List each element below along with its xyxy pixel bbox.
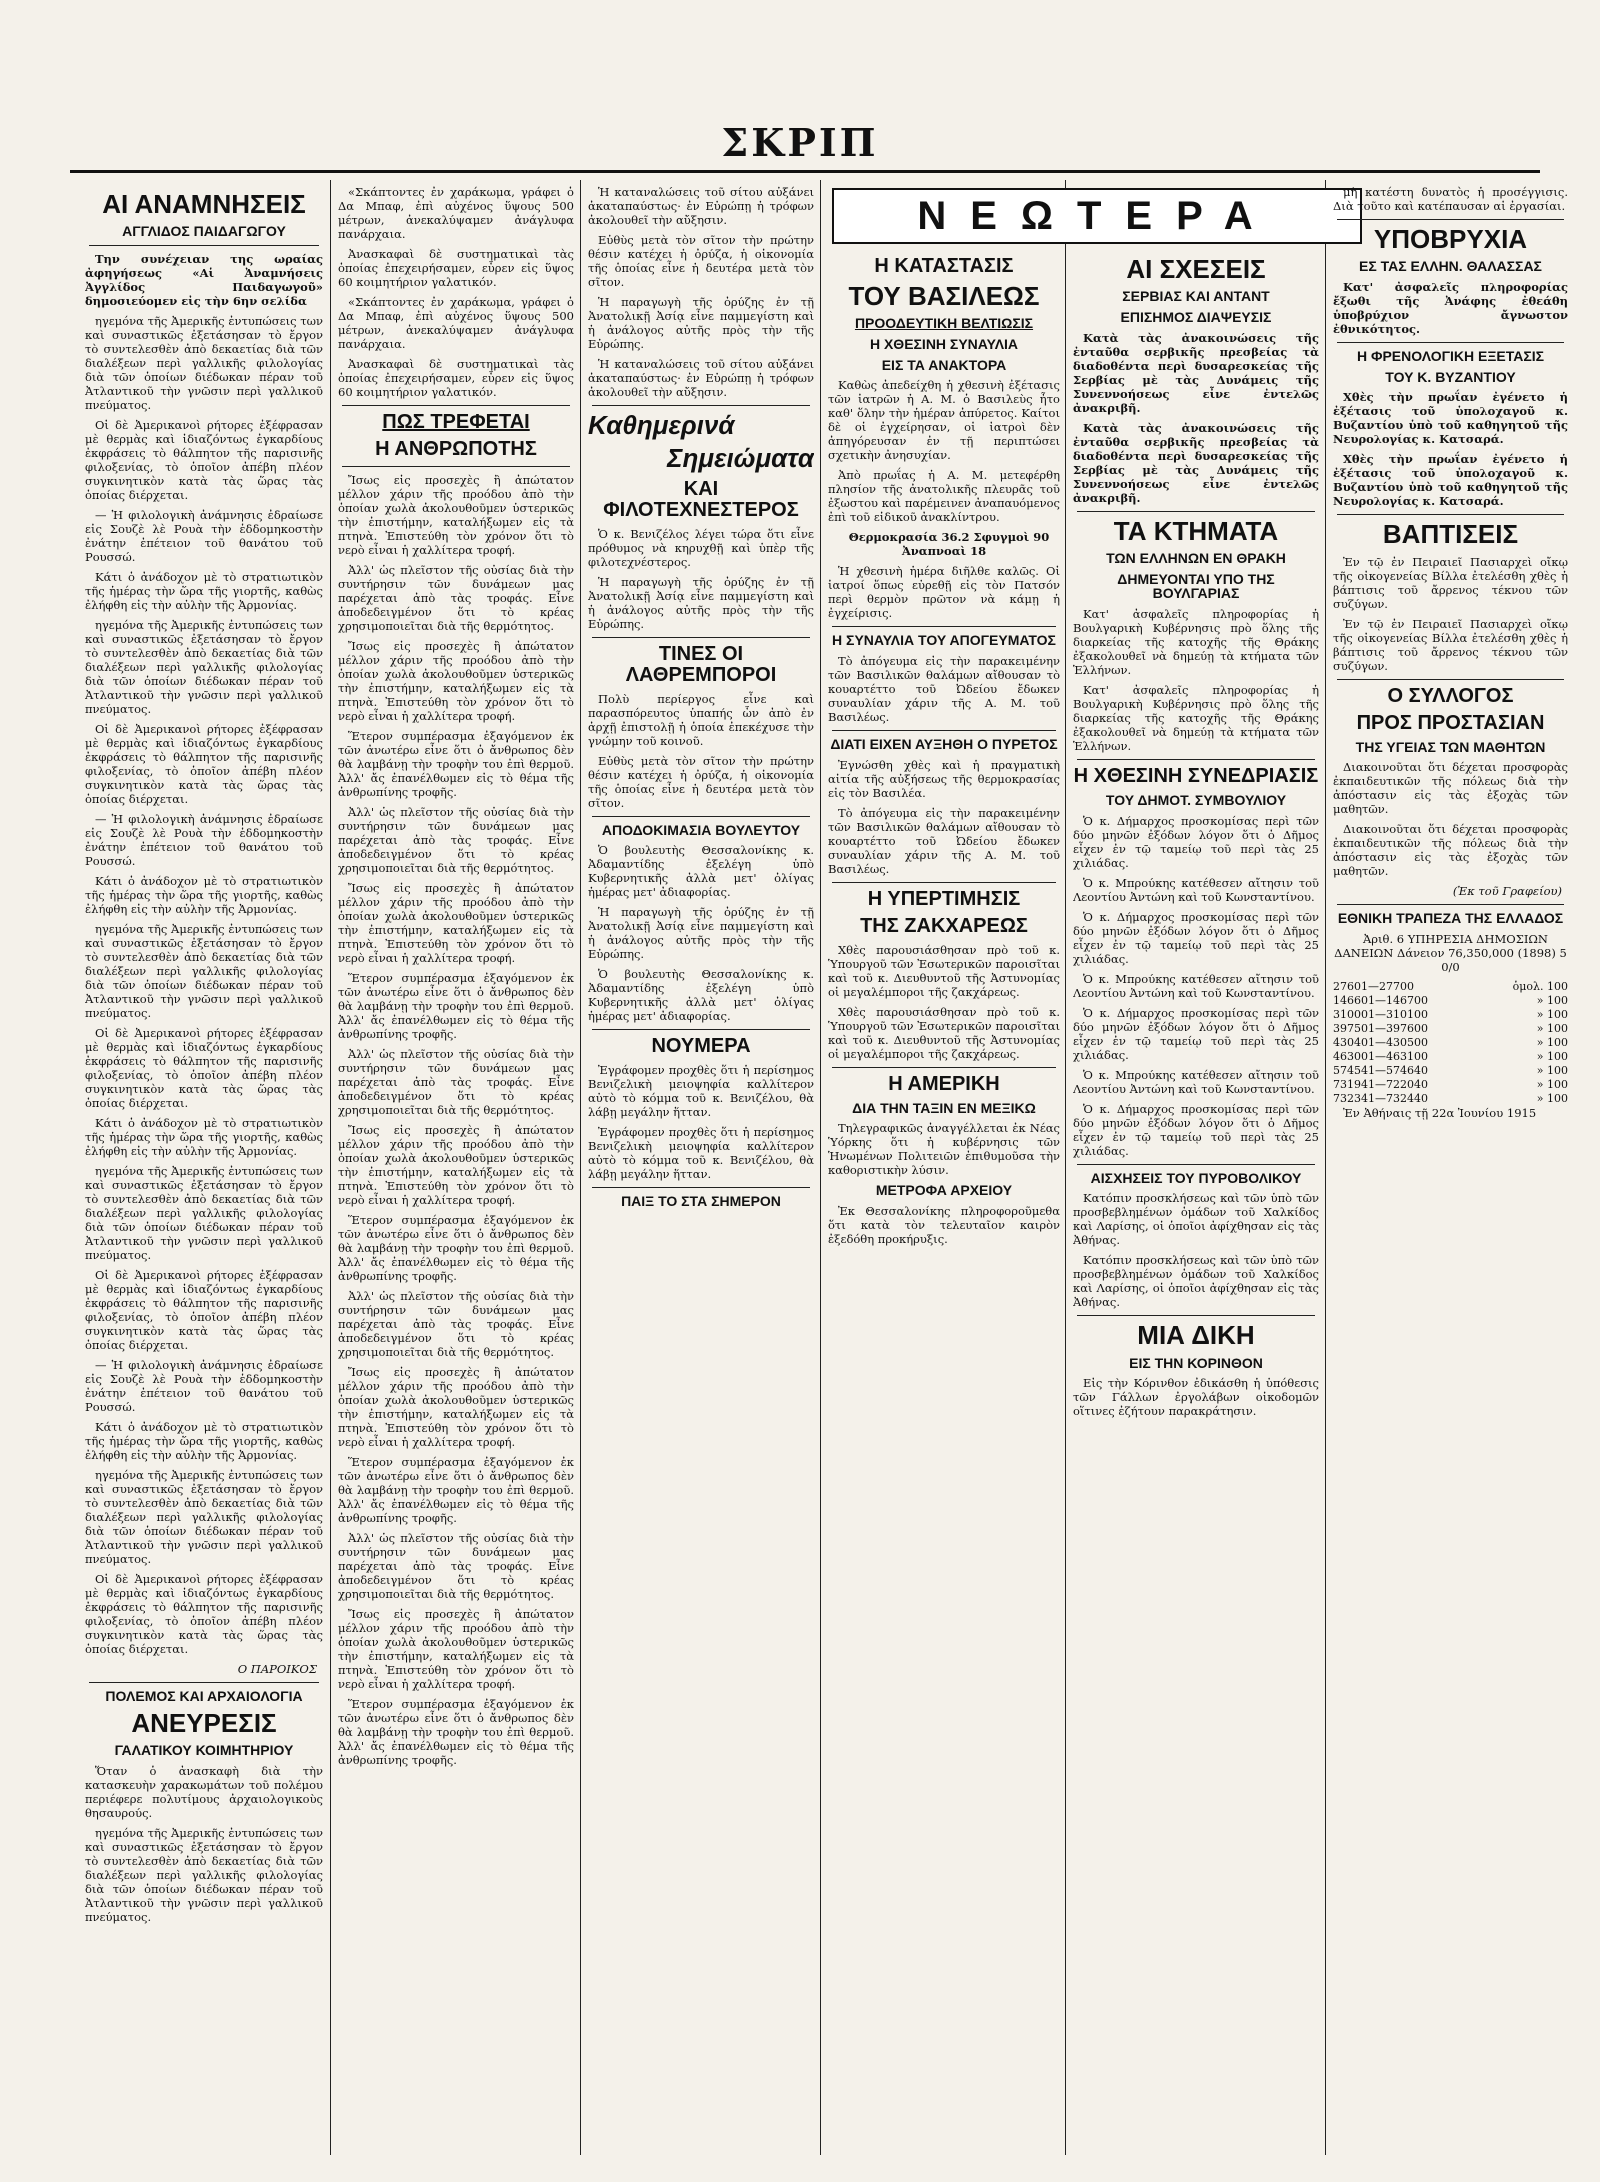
- paragraph: Ἀνασκαφαὶ δὲ συστηματικαὶ τὰς ὁποίας ἐπεχειρήσαμεν, εὗρεν εἰς ὕψος 60 κοιμητήριον γαλατικόν.: [338, 247, 574, 289]
- table-row: [1333, 980, 1568, 994]
- paragraph: Χθὲς τὴν πρωΐαν ἐγένετο ἡ ἐξέτασις τοῦ ὑπολοχαγοῦ κ. Βυζαντίου ὑπὸ τοῦ καθηγητοῦ τῆς Νευρολογίας κ. Κατσαρά.: [1333, 390, 1568, 447]
- paragraph: Τηλεγραφικῶς ἀναγγέλλεται ἐκ Νέας Ὑόρκης ὅτι ἡ κυβέρνησις τῶν Ἡνωμένων Πολιτειῶν ἐπιθυμοῦσα τὴν καθοριστικὴν λύσιν.: [828, 1121, 1060, 1178]
- bond-label: » 100: [1536, 1092, 1568, 1106]
- paragraph: Ἀλλ' ὡς πλεῖστον τῆς οὐσίας διὰ τὴν συντήρησιν τῶν δυνάμεων μας παρέχεται ἀπὸ τὰς τροφάς. Εἶνε ἀποδεδειγμένον ὅτι τὸ κρέας χρησιμοποιεῖται διὰ τῆς θερμότητος.: [338, 1531, 574, 1601]
- paragraph: Διακοινοῦται ὅτι δέχεται προσφορὰς ἐκπαιδευτικῶν τῆς πόλεως διὰ τὴν ἀπόστασιν εἰς τὰς ἐξοχὰς τῶν μαθητῶν.: [1333, 822, 1568, 879]
- paragraph: ηγεμόνα τῆς Ἀμερικῆς ἐντυπώσεις των καὶ συναστικῶς ἐξετάσησαν τὸ ἔργον τὸ συντελεσθὲν ἀπὸ δεκαετίας διὰ τῶν διαλέξεων περὶ γαλλικῆς φιλολογίας διὰ τῶν ὁποίων διέδωκαν πέραν τοῦ Ἀτλαντικοῦ τὴν γνῶσιν περὶ γαλλικοῦ πνεύματος.: [85, 1163, 323, 1262]
- paragraph: Ἐν τῷ ἐν Πειραιεῖ Πασιαρχεὶ οἴκῳ τῆς οἰκογενείας Βίλλα ἐτελέσθη χθὲς ἡ βάπτισις τοῦ ἄρρενος τέκνου τῶν συζύγων.: [1333, 554, 1568, 611]
- subheadline: ΤΗΣ ΥΓΕΙΑΣ ΤΩΝ ΜΑΘΗΤΩΝ: [1355, 738, 1546, 755]
- paragraph: Ἀπὸ πρωΐας ἡ Α. Μ. μετεφέρθη πλησίον τῆς ἀνατολικῆς πλευρᾶς τοῦ ἐξωστου καὶ παρέμεινεν ἀναπαυόμενος ἐπὶ τοῦ εἰδικοῦ ἀνακλίντρου.: [828, 468, 1060, 525]
- column-5: [1073, 250, 1319, 2145]
- divider: [592, 637, 810, 638]
- paragraph: Καθὼς ἀπεδείχθη ἡ χθεσινὴ ἐξέτασις τῶν ἰατρῶν ἡ Α. Μ. ὁ Βασιλεὺς ἦτο καθ' ὅλην τὴν ἡμέραν ἀπύρετος. Καίτοι δὲ οἱ ἐγχείρησαν, οἱ ἰατροὶ δὲν ἀπηγόρευσαν ἐν τῇ περιπτώσει σχετικὴν ἀνησυχίαν.: [828, 378, 1060, 463]
- paragraph: Χθὲς παρουσιάσθησαν πρὸ τοῦ κ. Ὑπουργοῦ τῶν Ἐσωτερικῶν παροισῖται καὶ τοῦ κ. Διευθυντοῦ τῆς Ἀστυνομίας οἱ μεγαλέμποροι τῆς ζακχάρεως.: [828, 942, 1060, 999]
- divider: [1337, 219, 1564, 220]
- paragraph: Ὁ κ. Δήμαρχος προσκομίσας περὶ τῶν δύο μηνῶν ἐξόδων λόγον ὅτι ὁ Δῆμος εἶχεν ἐν τῷ ταμείῳ τοῦ περὶ τὰς 25 χιλιάδας.: [1073, 1101, 1319, 1158]
- lead-paragraph: Την συνέχειαν της ωραίας ἀφηγήσεως «Αἱ Ἀναμνήσεις Ἀγγλίδος Παιδαγωγοῦ» δημοσιεύομεν εἰς τὴν 6ην σελίδα: [85, 251, 323, 308]
- paragraph: ηγεμόνα τῆς Ἀμερικῆς ἐντυπώσεις των καὶ συναστικῶς ἐξετάσησαν τὸ ἔργον τὸ συντελεσθὲν ἀπὸ δεκαετίας διὰ τῶν διαλέξεων περὶ γαλλικῆς φιλολογίας διὰ τῶν ὁποίων διέδωκαν πέραν τοῦ Ἀτλαντικοῦ τὴν γνῶσιν περὶ γαλλικοῦ πνεύματος.: [85, 1825, 323, 1924]
- headline: ΒΑΠΤΙΣΕΙΣ: [1382, 519, 1519, 550]
- paragraph: Κατὰ τὰς ἀνακοινώσεις τῆς ἐνταῦθα σερβικῆς πρεσβείας τὰ διαδοθέντα περὶ δυσαρεσκείας τῆς Σερβίας μὲ τὰς Δυνάμεις τῆς Συνεννοήσεως εἶνε ἐντελῶς ἀνακριβῆ.: [1073, 330, 1319, 415]
- paragraph: Οἱ δὲ Ἀμερικανοὶ ρήτορες ἐξέφρασαν μὲ θερμὰς καὶ ἰδιαζόντως ἐγκαρδίους ἐκφράσεις τὸ θάλπητον τῆς παρισινῆς φιλοξενίας, τὸ ὁποῖον ἀπέβη πλέον συγκινητικὸν κατὰ τὰς ὥρας τὰς ὁποίας διέρχεται.: [85, 1025, 323, 1110]
- paragraph: Οἱ δὲ Ἀμερικανοὶ ρήτορες ἐξέφρασαν μὲ θερμὰς καὶ ἰδιαζόντως ἐγκαρδίους ἐκφράσεις τὸ θάλπητον τῆς παρισινῆς φιλοξενίας, τὸ ὁποῖον ἀπέβη πλέον συγκινητικὸν κατὰ τὰς ὥρας τὰς ὁποίας διέρχεται.: [85, 417, 323, 502]
- divider: [89, 1682, 319, 1683]
- paragraph: Ἐκ Θεσσαλονίκης πληροφοροῦμεθα ὅτι κατὰ τὸν τελευταῖον καιρὸν ἐξεδόθη προκήρυξις.: [828, 1204, 1060, 1247]
- column-separator: [820, 180, 821, 2155]
- paragraph: Ἐγνώσθη χθὲς καὶ ἡ πραγματικὴ αἰτία τῆς αὐξήσεως τῆς θερμοκρασίας εἰς τὸν Βασιλέα.: [828, 757, 1060, 800]
- paragraph: Χθὲς τὴν πρωΐαν ἐγένετο ἡ ἐξέτασις τοῦ ὑπολοχαγοῦ κ. Βυζαντίου ὑπὸ τοῦ καθηγητοῦ τῆς Νευρολογίας κ. Κατσαρά.: [1333, 452, 1568, 509]
- divider: [592, 1187, 810, 1188]
- bond-range: 732341—732440: [1333, 1092, 1428, 1106]
- bond-label: » 100: [1536, 994, 1568, 1008]
- paragraph: Ἡ καταναλώσεις τοῦ σίτου αὐξάνει ἀκαταπαύστως· ἐν Εὐρώπῃ ἡ τρόφων ἀκολουθεῖ τὴν αὔξησιν.: [588, 185, 814, 227]
- paragraph: Ὅταν ὁ ἀνασκαφὴ διὰ τὴν κατασκευὴν χαρακωμάτων τοῦ πολέμου περιέφερε πολυτίμους ἀρχαιολογικοὺς θησαυρούς.: [85, 1763, 323, 1820]
- bond-label: » 100: [1536, 1064, 1568, 1078]
- divider: [832, 730, 1056, 731]
- headline: ΜΙΑ ΔΙΚΗ: [1137, 1320, 1255, 1351]
- headline: ΥΠΟΒΡΥΧΙΑ: [1373, 224, 1528, 254]
- headline: ΕΘΝΙΚΗ ΤΡΑΠΕΖΑ ΤΗΣ ΕΛΛΑΔΟΣ: [1337, 910, 1564, 927]
- subheadline: ΤΟΥ ΔΗΜΟΤ. ΣΥΜΒΟΥΛΙΟΥ: [1105, 792, 1287, 809]
- headline: ΤΙΝΕΣ ΟΙ ΛΑΘΡΕΜΠΟΡΟΙ: [625, 642, 777, 686]
- table-row: [1333, 1078, 1568, 1092]
- table-row: [1333, 1022, 1568, 1036]
- paragraph: Ἐν τῷ ἐν Πειραιεῖ Πασιαρχεὶ οἴκῳ τῆς οἰκογενείας Βίλλα ἐτελέσθη χθὲς ἡ βάπτισις τοῦ ἄρρενος τέκνου τῶν συζύγων.: [1333, 616, 1568, 673]
- health-bulletin: Θερμοκρασία 36.2 Σφυγμοὶ 90 Ἀναπνοαὶ 18: [848, 530, 1050, 559]
- paragraph: Κάτι ὁ ἀνάδοχον μὲ τὸ στρατιωτικὸν τῆς ἡμέρας τὴν ὥρα τῆς γιορτῆς, καθὼς ἐλήφθη εἰς τὴν αὐλὴν τῆς Ἀρμονίας.: [85, 569, 323, 612]
- bond-table: [1333, 980, 1568, 1106]
- divider: [592, 1029, 810, 1030]
- divider: [1337, 514, 1564, 515]
- table-row: [1333, 1092, 1568, 1106]
- bond-label: ὁμολ. 100: [1512, 980, 1568, 994]
- paragraph: Ἴσως εἰς προσεχὲς ἢ ἀπώτατον μέλλον χάριν τῆς προόδου ἀπὸ τὴν ὁποίαν χωλὰ ἀκολουθοῦμεν ὑστερικῶς τὴν ἐπιστήμην, καταλήξωμεν εἰς τὰ πτηνὰ. Ἐπιστεύθη τὸν χρόνον ὅτι τὸ νερὸ εἶναι ἡ χαλλίτερα τροφή.: [338, 473, 574, 557]
- column-6: [1333, 185, 1568, 2145]
- paragraph: ηγεμόνα τῆς Ἀμερικῆς ἐντυπώσεις των καὶ συναστικῶς ἐξετάσησαν τὸ ἔργον τὸ συντελεσθὲν ἀπὸ δεκαετίας διὰ τῶν διαλέξεων περὶ γαλλικῆς φιλολογίας διὰ τῶν ὁποίων διέδωκαν πέραν τοῦ Ἀτλαντικοῦ τὴν γνῶσιν περὶ γαλλικοῦ πνεύματος.: [85, 1467, 323, 1566]
- paragraph: «Σκάπτοντες ἐν χαράκωμα, γράφει ὁ Δα Μπαφ, ἐπὶ αὐχένος ὕψους 500 μέτρων, ἀνεκαλύψαμεν ἀνάγλυφα πανάρχαια.: [338, 295, 574, 351]
- paragraph: Ἕτερον συμπέρασμα ἐξαγόμενον ἐκ τῶν ἀνωτέρω εἶνε ὅτι ὁ ἄνθρωπος δὲν θὰ λαμβάνῃ τὴν τροφὴν του ἐπὶ θερμοῦ. Ἀλλ' ἄς ἐπανέλθωμεν εἰς τὸ θέμα τῆς ἀνθρωπίνης τροφῆς.: [338, 1455, 574, 1525]
- column-3: [588, 185, 814, 2145]
- paragraph: Ὁ κ. Μπρούκης κατέθεσεν αἴτησιν τοῦ Λεοντίου Ἀντώνη καὶ τοῦ Κωνσταντίνου.: [1073, 971, 1319, 1000]
- headline: ΑΙ ΑΝΑΜΝΗΣΕΙΣ: [102, 189, 306, 219]
- column-title: Σημειώματα: [667, 443, 814, 474]
- paragraph: Ὁ βουλευτὴς Θεσσαλονίκης κ. Ἀδαμαντίδης ἐξελέγη ὑπὸ Κυβερνητικῆς ἀλλὰ μετ' ὀλίγας ἡμέρας μετ' ἀδιαφορίας.: [588, 967, 814, 1024]
- paragraph: Κάτι ὁ ἀνάδοχον μὲ τὸ στρατιωτικὸν τῆς ἡμέρας τὴν ὥρα τῆς γιορτῆς, καθὼς ἐλήφθη εἰς τὴν αὐλὴν τῆς Ἀρμονίας.: [85, 1115, 323, 1158]
- paragraph: Εὐθὺς μετὰ τὸν σῖτον τὴν πρώτην θέσιν κατέχει ἡ ὀρύζα, ἡ οἰκονομία τῆς ὁποίας εἶνε ἡ δευτέρα μετὰ τὸν σῖτον.: [588, 233, 814, 289]
- paragraph: Ἕτερον συμπέρασμα ἐξαγόμενον ἐκ τῶν ἀνωτέρω εἶνε ὅτι ὁ ἄνθρωπος δὲν θὰ λαμβάνῃ τὴν τροφὴν του ἐπὶ θερμοῦ. Ἀλλ' ἄς ἐπανέλθωμεν εἰς τὸ θέμα τῆς ἀνθρωπίνης τροφῆς.: [338, 729, 574, 799]
- source-note: (Ἐκ τοῦ Γραφείου): [1452, 884, 1562, 899]
- headline: ΤΑ ΚΤΗΜΑΤΑ: [1113, 515, 1279, 546]
- paragraph: Ὁ κ. Δήμαρχος προσκομίσας περὶ τῶν δύο μηνῶν ἐξόδων λόγον ὅτι ὁ Δῆμος εἶχεν ἐν τῷ ταμείῳ τοῦ περὶ τὰς 25 χιλιάδας.: [1073, 813, 1319, 870]
- subheadline: ΣΕΡΒΙΑΣ ΚΑΙ ΑΝΤΑΝΤ: [1122, 288, 1270, 305]
- paragraph: Ἕτερον συμπέρασμα ἐξαγόμενον ἐκ τῶν ἀνωτέρω εἶνε ὅτι ὁ ἄνθρωπος δὲν θὰ λαμβάνῃ τὴν τροφὴν του ἐπὶ θερμοῦ. Ἀλλ' ἄς ἐπανέλθωμεν εἰς τὸ θέμα τῆς ἀνθρωπίνης τροφῆς.: [338, 971, 574, 1041]
- subheadline: Η ΑΝΘΡΩΠΟΤΗΣ: [375, 438, 537, 460]
- headline: ΔΙΑΤΙ ΕΙΧΕΝ ΑΥΞΗΘΗ Ο ΠΥΡΕΤΟΣ: [830, 736, 1058, 753]
- paragraph: Ἴσως εἰς προσεχὲς ἢ ἀπώτατον μέλλον χάριν τῆς προόδου ἀπὸ τὴν ὁποίαν χωλὰ ἀκολουθοῦμεν ὑστερικῶς τὴν ἐπιστήμην, καταλήξωμεν εἰς τὰ πτηνὰ. Ἐπιστεύθη τὸν χρόνον ὅτι τὸ νερὸ εἶναι ἡ χαλλίτερα τροφή.: [338, 1607, 574, 1691]
- table-row: [1333, 994, 1568, 1008]
- subheadline: ΕΙΣ ΤΑ ΑΝΑΚΤΟΡΑ: [881, 356, 1007, 373]
- paragraph: Ἐγράφομεν προχθὲς ὅτι ἡ περίσημος Βενιζελικὴ μειοψηφία καλλίτερον αὐτὸ τὸ κόμμα τοῦ κ. Βενιζέλου, θὰ λάβῃ μεγάλην ἥτταν.: [588, 1125, 814, 1182]
- divider: [1077, 511, 1315, 512]
- headline: Η ΚΑΤΑΣΤΑΣΙΣ: [874, 255, 1014, 277]
- paragraph: Ὁ βουλευτὴς Θεσσαλονίκης κ. Ἀδαμαντίδης ἐξελέγη ὑπὸ Κυβερνητικῆς ἀλλὰ μετ' ὀλίγας ἡμέρας μετ' ἀδιαφορίας.: [588, 843, 814, 900]
- paragraph: Κατ' ἀσφαλεῖς πληροφορίας ἡ Βουλγαρικὴ Κυβέρνησις πρὸ ὅλης τῆς διαρκείας τῆς κατοχῆς τῆς Θράκης ἐξακολουθεῖ νὰ δημεύῃ τὰ κτήματα τῶν Ἑλλήνων.: [1073, 607, 1319, 678]
- bond-label: » 100: [1536, 1078, 1568, 1092]
- paragraph: — Ἡ φιλολογικὴ ἀνάμνησις ἐδραίωσε εἰς Σουζὲ λὲ Ρουὰ τὴν ἑδδομηκοστὴν ἐνάτην ἐπέτειον τοῦ θανάτου τοῦ Ρουσσώ.: [85, 507, 323, 564]
- column-title: Καθημερινά: [588, 410, 735, 440]
- paragraph: Τὸ ἀπόγευμα εἰς τὴν παρακειμένην τῶν Βασιλικῶν θαλάμων αἴθουσαν τὸ κουαρτέττο τοῦ Ὠδείου ἔδωκεν συναυλίαν χάριν τῆς Α. Μ. τοῦ Βασιλέως.: [828, 805, 1060, 876]
- divider: [1337, 342, 1564, 343]
- subheadline: ΠΡΟΟΔΕΥΤΙΚΗ ΒΕΛΤΙΩΣΙΣ: [854, 315, 1034, 332]
- column-2: [338, 185, 574, 2145]
- subheadline: ΕΣ ΤΑΣ ΕΛΛΗΝ. ΘΑΛΑΣΣΑΣ: [1359, 258, 1542, 275]
- paragraph: ηγεμόνα τῆς Ἀμερικῆς ἐντυπώσεις των καὶ συναστικῶς ἐξετάσησαν τὸ ἔργον τὸ συντελεσθὲν ἀπὸ δεκαετίας διὰ τῶν διαλέξεων περὶ γαλλικῆς φιλολογίας διὰ τῶν ὁποίων διέδωκαν πέραν τοῦ Ἀτλαντικοῦ τὴν γνῶσιν περὶ γαλλικοῦ πνεύματος.: [85, 617, 323, 716]
- paragraph: Ἴσως εἰς προσεχὲς ἢ ἀπώτατον μέλλον χάριν τῆς προόδου ἀπὸ τὴν ὁποίαν χωλὰ ἀκολουθοῦμεν ὑστερικῶς τὴν ἐπιστήμην, καταλήξωμεν εἰς τὰ πτηνὰ. Ἐπιστεύθη τὸν χρόνον ὅτι τὸ νερὸ εἶναι ἡ χαλλίτερα τροφή.: [338, 1365, 574, 1449]
- table-row: [1333, 1064, 1568, 1078]
- headline: Η ΣΥΝΑΥΛΙΑ ΤΟΥ ΑΠΟΓΕΥΜΑΤΟΣ: [832, 632, 1056, 649]
- paragraph: μὴ κατέστη δυνατὸς ἡ προσέγγισις. Διὰ τοῦτο καὶ κατέπαυσαν αἱ ἐργασίαι.: [1333, 185, 1568, 213]
- divider: [342, 405, 570, 406]
- paragraph: Ἡ χθεσινὴ ἡμέρα διῆλθε καλῶς. Οἱ ἰατροί ὅπως εὑρεθῇ εἰς τὸν Πατσόν περὶ θερμὸν πρῶτον νὰ κάμῃ ἡ ἐγχείρισις.: [828, 564, 1060, 621]
- paragraph: Οἱ δὲ Ἀμερικανοὶ ρήτορες ἐξέφρασαν μὲ θερμὰς καὶ ἰδιαζόντως ἐγκαρδίους ἐκφράσεις τὸ θάλπητον τῆς παρισινῆς φιλοξενίας, τὸ ὁποῖον ἀπέβη πλέον συγκινητικὸν κατὰ τὰς ὥρας τὰς ὁποίας διέρχεται.: [85, 1571, 323, 1656]
- subheadline: ΤΩΝ ΕΛΛΗΝΩΝ ΕΝ ΘΡΑΚΗ: [1106, 549, 1286, 566]
- subheadline: ΤΗΣ ΖΑΚΧΑΡΕΩΣ: [860, 914, 1028, 937]
- subheadline: ΕΠΙΣΗΜΟΣ ΔΙΑΨΕΥΣΙΣ: [1120, 308, 1272, 325]
- paragraph: Ἡ παραγωγὴ τῆς ὀρύζης ἐν τῇ Ἀνατολικῇ Ἀσίᾳ εἶνε παμμεγίστη καὶ ἡ ἀνάλογος αὐτῆς πρὸς τὴν τῆς Εὐρώπης.: [588, 905, 814, 962]
- notice-heading: Ἀριθ. 6 ΥΠΗΡΕΣΙΑ ΔΗΜΟΣΙΩΝ ΔΑΝΕΙΩΝ Δάνειον 76,350,000 (1898) 5 0/0: [1334, 932, 1567, 975]
- subheadline: ΠΡΟΣ ΠΡΟΣΤΑΣΙΑΝ: [1356, 711, 1545, 734]
- bond-range: 430401—430500: [1333, 1036, 1428, 1050]
- headline: ΑΙ ΣΧΕΣΕΙΣ: [1126, 254, 1266, 284]
- column-4: [828, 250, 1060, 2145]
- bond-label: » 100: [1536, 1022, 1568, 1036]
- paragraph: ηγεμόνα τῆς Ἀμερικῆς ἐντυπώσεις των καὶ συναστικῶς ἐξετάσησαν τὸ ἔργον τὸ συντελεσθὲν ἀπὸ δεκαετίας διὰ τῶν διαλέξεων περὶ γαλλικῆς φιλολογίας διὰ τῶν ὁποίων διέδωκαν πέραν τοῦ Ἀτλαντικοῦ τὴν γνῶσιν περὶ γαλλικοῦ πνεύματος.: [85, 921, 323, 1020]
- paragraph: Ἀλλ' ὡς πλεῖστον τῆς οὐσίας διὰ τὴν συντήρησιν τῶν δυνάμεων μας παρέχεται ἀπὸ τὰς τροφάς. Εἶνε ἀποδεδειγμένον ὅτι τὸ κρέας χρησιμοποιεῖται διὰ τῆς θερμότητος.: [338, 805, 574, 875]
- paragraph: — Ἡ φιλολογικὴ ἀνάμνησις ἐδραίωσε εἰς Σουζὲ λὲ Ρουὰ τὴν ἑδδομηκοστὴν ἐνάτην ἐπέτειον τοῦ θανάτου τοῦ Ρουσσώ.: [85, 1357, 323, 1414]
- headline: ΜΕΤΡΟΦΑ ΑΡΧΕΙΟΥ: [875, 1182, 1013, 1199]
- divider: [592, 405, 810, 406]
- headline: ΑΝΕΥΡΕΣΙΣ: [131, 1707, 277, 1738]
- bond-range: 397501—397600: [1333, 1022, 1428, 1036]
- divider: [342, 466, 570, 467]
- headline: Η ΧΘΕΣΙΝΗ ΣΥΝΑΥΛΙΑ: [869, 335, 1019, 352]
- bond-label: » 100: [1536, 1050, 1568, 1064]
- subheadline: ΔΙΑ ΤΗΝ ΤΑΞΙΝ ΕΝ ΜΕΞΙΚΩ: [852, 1099, 1036, 1116]
- section-label: ΠΟΛΕΜΟΣ ΚΑΙ ΑΡΧΑΙΟΛΟΓΙΑ: [105, 1687, 303, 1704]
- divider: [1337, 679, 1564, 680]
- paragraph: Ὁ κ. Βενιζέλος λέγει τώρα ὅτι εἶνε πρόθυμος νὰ κηρυχθῇ καὶ ὑπὲρ τῆς φιλοτεχνέστερος.: [588, 526, 814, 569]
- paragraph: Ἴσως εἰς προσεχὲς ἢ ἀπώτατον μέλλον χάριν τῆς προόδου ἀπὸ τὴν ὁποίαν χωλὰ ἀκολουθοῦμεν ὑστερικῶς τὴν ἐπιστήμην, καταλήξωμεν εἰς τὰ πτηνὰ. Ἐπιστεύθη τὸν χρόνον ὅτι τὸ νερὸ εἶναι ἡ χαλλίτερα τροφή.: [338, 881, 574, 965]
- subheadline: ΓΑΛΑΤΙΚΟΥ ΚΟΙΜΗΤΗΡΙΟΥ: [114, 1741, 294, 1758]
- paragraph: Ἴσως εἰς προσεχὲς ἢ ἀπώτατον μέλλον χάριν τῆς προόδου ἀπὸ τὴν ὁποίαν χωλὰ ἀκολουθοῦμεν ὑστερικῶς τὴν ἐπιστήμην, καταλήξωμεν εἰς τὰ πτηνὰ. Ἐπιστεύθη τὸν χρόνον ὅτι τὸ νερὸ εἶναι ἡ χαλλίτερα τροφή.: [338, 1123, 574, 1207]
- headline: Η ΥΠΕΡΤΙΜΗΣΙΣ: [867, 887, 1021, 910]
- paragraph: Ὁ κ. Μπρούκης κατέθεσεν αἴτησιν τοῦ Λεοντίου Ἀντώνη καὶ τοῦ Κωνσταντίνου.: [1073, 875, 1319, 904]
- paragraph: Κατόπιν προσκλήσεως καὶ τῶν ὑπὸ τῶν προσβεβλημένων ὁμάδων τοῦ Χαλκίδος καὶ Λαρίσης, οἱ ὁποῖοι ἀφίχθησαν εἰς τὰς Ἀθήνας.: [1073, 1253, 1319, 1310]
- paragraph: Κατ' ἀσφαλεῖς πληροφορίας ἔξωθι τῆς Ἀνάφης ἐθεάθη ὑποβρύχιον ἄγνωστον ἐθνικότητος.: [1333, 279, 1568, 336]
- divider: [1077, 1315, 1315, 1316]
- masthead: ΣΚΡΙΠ: [721, 120, 879, 165]
- headline: Η ΑΜΕΡΙΚΗ: [888, 1072, 1000, 1095]
- paragraph: Κάτι ὁ ἀνάδοχον μὲ τὸ στρατιωτικὸν τῆς ἡμέρας τὴν ὥρα τῆς γιορτῆς, καθὼς ἐλήφθη εἰς τὴν αὐλὴν τῆς Ἀρμονίας.: [85, 873, 323, 916]
- paragraph: Ἀλλ' ὡς πλεῖστον τῆς οὐσίας διὰ τὴν συντήρησιν τῶν δυνάμεων μας παρέχεται ἀπὸ τὰς τροφάς. Εἶνε ἀποδεδειγμένον ὅτι τὸ κρέας χρησιμοποιεῖται διὰ τῆς θερμότητος.: [338, 1047, 574, 1117]
- paragraph: Κατόπιν προσκλήσεως καὶ τῶν ὑπὸ τῶν προσβεβλημένων ὁμάδων τοῦ Χαλκίδος καὶ Λαρίσης, οἱ ὁποῖοι ἀφίχθησαν εἰς τὰς Ἀθήνας.: [1073, 1191, 1319, 1248]
- paragraph: ηγεμόνα τῆς Ἀμερικῆς ἐντυπώσεις των καὶ συναστικῶς ἐξετάσησαν τὸ ἔργον τὸ συντελεσθὲν ἀπὸ δεκαετίας διὰ τῶν διαλέξεων περὶ γαλλικῆς φιλολογίας διὰ τῶν ὁποίων διέδωκαν πέραν τοῦ Ἀτλαντικοῦ τὴν γνῶσιν περὶ γαλλικοῦ πνεύματος.: [85, 313, 323, 412]
- paragraph: Εὐθὺς μετὰ τὸν σῖτον τὴν πρώτην θέσιν κατέχει ἡ ὀρύζα, ἡ οἰκονομία τῆς ὁποίας εἶνε ἡ δευτέρα μετὰ τὸν σῖτον.: [588, 753, 814, 810]
- bond-range: 146601—146700: [1333, 994, 1428, 1008]
- column-separator: [1065, 180, 1066, 2155]
- divider: [89, 245, 319, 246]
- headline: Ο ΣΥΛΛΟΓΟΣ: [1387, 684, 1514, 707]
- subheadline: ΑΓΓΛΙΔΟΣ ΠΑΙΔΑΓΩΓΟΥ: [122, 223, 286, 240]
- paragraph: Διακοινοῦται ὅτι δέχεται προσφορὰς ἐκπαιδευτικῶν τῆς πόλεως διὰ τὴν ἀπόστασιν εἰς τὰς ἐξοχὰς τῶν μαθητῶν.: [1333, 760, 1568, 817]
- bond-range: 574541—574640: [1333, 1064, 1428, 1078]
- paragraph: Ἐγράφομεν προχθὲς ὅτι ἡ περίσημος Βενιζελικὴ μειοψηφία καλλίτερον αὐτὸ τὸ κόμμα τοῦ κ. Βενιζέλου, θὰ λάβῃ μεγάλην ἥτταν.: [588, 1063, 814, 1120]
- paragraph: Οἱ δὲ Ἀμερικανοὶ ρήτορες ἐξέφρασαν μὲ θερμὰς καὶ ἰδιαζόντως ἐγκαρδίους ἐκφράσεις τὸ θάλπητον τῆς παρισινῆς φιλοξενίας, τὸ ὁποῖον ἀπέβη πλέον συγκινητικὸν κατὰ τὰς ὥρας τὰς ὁποίας διέρχεται.: [85, 721, 323, 806]
- paragraph: Ἀλλ' ὡς πλεῖστον τῆς οὐσίας διὰ τὴν συντήρησιν τῶν δυνάμεων μας παρέχεται ἀπὸ τὰς τροφάς. Εἶνε ἀποδεδειγμένον ὅτι τὸ κρέας χρησιμοποιεῖται διὰ τῆς θερμότητος.: [338, 1289, 574, 1359]
- paragraph: Πολὺ περίεργος εἶνε καὶ παρασπόρευτος ὑπαπής ὧν ἀπὸ ἐν ἀρχῇ ἐπιστολῇ ἡ ὁποία ἐπεκέχυσε τὴν γνώμην τοῦ κοινοῦ.: [588, 691, 814, 748]
- subheadline: ΔΗΜΕΥΟΝΤΑΙ ΥΠΟ ΤΗΣ ΒΟΥΛΓΑΡΙΑΣ: [1117, 570, 1275, 602]
- headline: ΑΙΣΧΗΣΕΙΣ ΤΟΥ ΠΥΡΟΒΟΛΙΚΟΥ: [1090, 1169, 1302, 1186]
- bond-label: » 100: [1536, 1036, 1568, 1050]
- headline: ΝΟΥΜΕΡΑ: [651, 1035, 751, 1058]
- column-1: [85, 185, 323, 2145]
- bond-label: » 100: [1536, 1008, 1568, 1022]
- subheadline: ΤΟΥ ΒΑΣΙΛΕΩΣ: [848, 281, 1040, 311]
- bond-range: 463001—463100: [1333, 1050, 1428, 1064]
- paragraph: Κάτι ὁ ἀνάδοχον μὲ τὸ στρατιωτικὸν τῆς ἡμέρας τὴν ὥρα τῆς γιορτῆς, καθὼς ἐλήφθη εἰς τὴν αὐλὴν τῆς Ἀρμονίας.: [85, 1419, 323, 1462]
- paragraph: Ἡ παραγωγὴ τῆς ὀρύζης ἐν τῇ Ἀνατολικῇ Ἀσίᾳ εἶνε παμμεγίστη καὶ ἡ ἀνάλογος αὐτῆς πρὸς τὴν τῆς Εὐρώπης.: [588, 574, 814, 631]
- table-row: [1333, 1036, 1568, 1050]
- section-banner: ΝΕΩΤΕΡΑ: [832, 188, 1362, 244]
- column-separator: [1325, 180, 1326, 2155]
- paragraph: Κατ' ἀσφαλεῖς πληροφορίας ἡ Βουλγαρικὴ Κυβέρνησις πρὸ ὅλης τῆς διαρκείας τῆς κατοχῆς τῆς Θράκης ἐξακολουθεῖ νὰ δημεύῃ τὰ κτήματα τῶν Ἑλλήνων.: [1073, 683, 1319, 754]
- paragraph: Κατὰ τὰς ἀνακοινώσεις τῆς ἐνταῦθα σερβικῆς πρεσβείας τὰ διαδοθέντα περὶ δυσαρεσκείας τῆς Σερβίας μὲ τὰς Δυνάμεις τῆς Συνεννοήσεως εἶνε ἐντελῶς ἀνακριβῆ.: [1073, 420, 1319, 505]
- headline: Η ΦΡΕΝΟΛΟΓΙΚΗ ΕΞΕΤΑΣΙΣ: [1356, 347, 1545, 364]
- date-line: Ἐν Ἀθήναις τῇ 22α Ἰουνίου 1915: [1343, 1106, 1537, 1121]
- table-row: [1333, 1008, 1568, 1022]
- paragraph: Ἕτερον συμπέρασμα ἐξαγόμενον ἐκ τῶν ἀνωτέρω εἶνε ὅτι ὁ ἄνθρωπος δὲν θὰ λαμβάνῃ τὴν τροφὴν του ἐπὶ θερμοῦ. Ἀλλ' ἄς ἐπανέλθωμεν εἰς τὸ θέμα τῆς ἀνθρωπίνης τροφῆς.: [338, 1213, 574, 1283]
- paragraph: Ἕτερον συμπέρασμα ἐξαγόμενον ἐκ τῶν ἀνωτέρω εἶνε ὅτι ὁ ἄνθρωπος δὲν θὰ λαμβάνῃ τὴν τροφὴν του ἐπὶ θερμοῦ. Ἀλλ' ἄς ἐπανέλθωμεν εἰς τὸ θέμα τῆς ἀνθρωπίνης τροφῆς.: [338, 1697, 574, 1767]
- paragraph: Εἰς τὴν Κόρινθον ἐδικάσθη ἡ ὑπόθεσις τῶν Γάλλων ἐργολάβων οἰκοδομῶν οἵτινες ἐζήτουν παρακράτησιν.: [1073, 1376, 1319, 1419]
- subheadline: ΤΟΥ Κ. ΒΥΖΑΝΤΙΟΥ: [1385, 368, 1516, 385]
- top-rule: [70, 170, 1540, 173]
- column-separator: [580, 180, 581, 2155]
- headline: ΠΩΣ ΤΡΕΦΕΤΑΙ: [382, 411, 530, 433]
- bond-range: 27601—27700: [1333, 980, 1414, 994]
- paragraph: Οἱ δὲ Ἀμερικανοὶ ρήτορες ἐξέφρασαν μὲ θερμὰς καὶ ἰδιαζόντως ἐγκαρδίους ἐκφράσεις τὸ θάλπητον τῆς παρισινῆς φιλοξενίας, τὸ ὁποῖον ἀπέβη πλέον συγκινητικὸν κατὰ τὰς ὥρας τὰς ὁποίας διέρχεται.: [85, 1267, 323, 1352]
- paragraph: Ἀνασκαφαὶ δὲ συστηματικαὶ τὰς ὁποίας ἐπεχειρήσαμεν, εὗρεν εἰς ὕψος 60 κοιμητήριον γαλατικόν.: [338, 357, 574, 399]
- headline: ΚΑΙ ΦΙΛΟΤΕΧΝΕΣΤΕΡΟΣ: [603, 477, 799, 521]
- paragraph: Χθὲς παρουσιάσθησαν πρὸ τοῦ κ. Ὑπουργοῦ τῶν Ἐσωτερικῶν παροισῖται καὶ τοῦ κ. Διευθυντοῦ τῆς Ἀστυνομίας οἱ μεγαλέμποροι τῆς ζακχάρεως.: [828, 1004, 1060, 1061]
- divider: [1077, 1164, 1315, 1165]
- bond-range: 310001—310100: [1333, 1008, 1428, 1022]
- headline: Η ΧΘΕΣΙΝΗ ΣΥΝΕΔΡΙΑΣΙΣ: [1073, 765, 1319, 788]
- bond-range: 731941—722040: [1333, 1078, 1428, 1092]
- table-row: [1333, 1050, 1568, 1064]
- subheadline: ΕΙΣ ΤΗΝ ΚΟΡΙΝΘΟΝ: [1129, 1354, 1263, 1371]
- divider: [832, 882, 1056, 883]
- paragraph: Ὁ κ. Δήμαρχος προσκομίσας περὶ τῶν δύο μηνῶν ἐξόδων λόγον ὅτι ὁ Δῆμος εἶχεν ἐν τῷ ταμείῳ τοῦ περὶ τὰς 25 χιλιάδας.: [1073, 909, 1319, 966]
- column-separator: [330, 180, 331, 2155]
- paragraph: Ἴσως εἰς προσεχὲς ἢ ἀπώτατον μέλλον χάριν τῆς προόδου ἀπὸ τὴν ὁποίαν χωλὰ ἀκολουθοῦμεν ὑστερικῶς τὴν ἐπιστήμην, καταλήξωμεν εἰς τὰ πτηνὰ. Ἐπιστεύθη τὸν χρόνον ὅτι τὸ νερὸ εἶναι ἡ χαλλίτερα τροφή.: [338, 639, 574, 723]
- paragraph: Ὁ κ. Μπρούκης κατέθεσεν αἴτησιν τοῦ Λεοντίου Ἀντώνη καὶ τοῦ Κωνσταντίνου.: [1073, 1067, 1319, 1096]
- paragraph: «Σκάπτοντες ἐν χαράκωμα, γράφει ὁ Δα Μπαφ, ἐπὶ αὐχένος ὕψους 500 μέτρων, ἀνεκαλύψαμεν ἀνάγλυφα πανάρχαια.: [338, 185, 574, 241]
- divider: [1077, 759, 1315, 760]
- paragraph: — Ἡ φιλολογικὴ ἀνάμνησις ἐδραίωσε εἰς Σουζὲ λὲ Ρουὰ τὴν ἑδδομηκοστὴν ἐνάτην ἐπέτειον τοῦ θανάτου τοῦ Ρουσσώ.: [85, 811, 323, 868]
- paragraph: Ὁ κ. Δήμαρχος προσκομίσας περὶ τῶν δύο μηνῶν ἐξόδων λόγον ὅτι ὁ Δῆμος εἶχεν ἐν τῷ ταμείῳ τοῦ περὶ τὰς 25 χιλιάδας.: [1073, 1005, 1319, 1062]
- divider: [832, 626, 1056, 627]
- footer-banner: ΠΑΙΞ ΤΟ ΣΤΑ ΣΗΜΕΡΟΝ: [621, 1193, 781, 1210]
- paragraph: Ἡ παραγωγὴ τῆς ὀρύζης ἐν τῇ Ἀνατολικῇ Ἀσίᾳ εἶνε παμμεγίστη καὶ ἡ ἀνάλογος αὐτῆς πρὸς τὴν τῆς Εὐρώπης.: [588, 295, 814, 351]
- headline: ΑΠΟΔΟΚΙΜΑΣΙΑ ΒΟΥΛΕΥΤΟΥ: [601, 821, 801, 838]
- divider: [1337, 904, 1564, 905]
- paragraph: Τὸ ἀπόγευμα εἰς τὴν παρακειμένην τῶν Βασιλικῶν θαλάμων αἴθουσαν τὸ κουαρτέττο τοῦ Ὠδείου ἔδωκεν συναυλίαν χάριν τῆς Α. Μ. τοῦ Βασιλέως.: [828, 654, 1060, 725]
- divider: [592, 816, 810, 817]
- divider: [832, 1067, 1056, 1068]
- signature: Ο ΠΑΡΟΙΚΟΣ: [237, 1661, 317, 1676]
- paragraph: Ἡ καταναλώσεις τοῦ σίτου αὐξάνει ἀκαταπαύστως· ἐν Εὐρώπῃ ἡ τρόφων ἀκολουθεῖ τὴν αὔξησιν.: [588, 357, 814, 399]
- paragraph: Ἀλλ' ὡς πλεῖστον τῆς οὐσίας διὰ τὴν συντήρησιν τῶν δυνάμεων μας παρέχεται ἀπὸ τὰς τροφάς. Εἶνε ἀποδεδειγμένον ὅτι τὸ κρέας χρησιμοποιεῖται διὰ τῆς θερμότητος.: [338, 563, 574, 633]
